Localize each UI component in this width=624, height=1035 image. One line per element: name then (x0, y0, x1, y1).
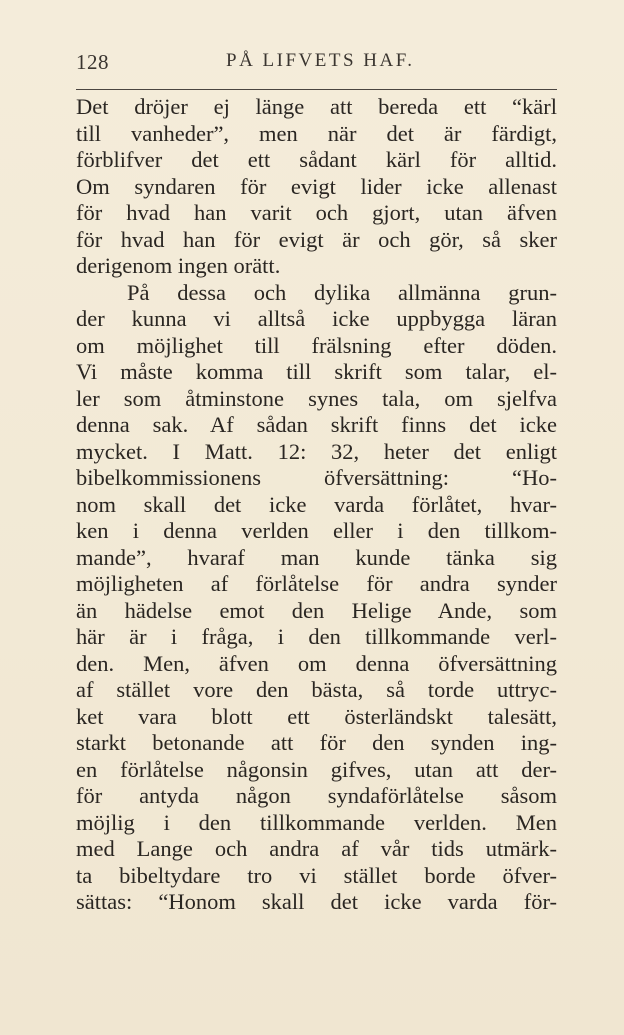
text-line: för hvad han för evigt är och gör, så sker (76, 226, 557, 252)
text-line: mycket. I Matt. 12: 32, heter det enligt (76, 438, 557, 464)
text-line: för hvad han varit och gjort, utan äfven (76, 200, 557, 225)
text-line: förblifver det ett sådant kärl för alltid. (76, 147, 557, 172)
text-line: den. Men, äfven om denna öfversättning (76, 650, 557, 676)
body-text (76, 94, 557, 916)
text-line: denna sak. Af sådan skrift finns det icke (76, 412, 557, 437)
text-line: en förlåtelse någonsin gifves, utan att der- (76, 756, 557, 782)
text-line: för antyda någon syndaförlåtelse såsom (76, 783, 557, 808)
text-line: bibelkommissionens öfversättning: “Ho- (76, 465, 557, 490)
text-line: sättas: “Honom skall det icke varda för- (76, 889, 557, 914)
running-title: PÅ LIFVETS HAF. (226, 50, 415, 71)
header-rule (76, 89, 557, 90)
text-line: af stället vore den bästa, så torde uttryc- (76, 677, 557, 702)
text-line: mande”, hvaraf man kunde tänka sig (76, 544, 557, 570)
text-line: Om syndaren för evigt lider icke allenast (76, 173, 557, 199)
text-line: om möjlighet till frälsning efter döden. (76, 332, 557, 358)
text-line: än hädelse emot den Helige Ande, som (76, 597, 557, 623)
text-line: ta bibeltydare tro vi stället borde öfver- (76, 862, 557, 888)
text-line: möjligheten af förlåtelse för andra synder (76, 571, 557, 596)
text-line: På dessa och dylika allmänna grun- (127, 279, 557, 305)
text-line: derigenom ingen orätt. (76, 253, 281, 278)
page-number: 128 (76, 50, 109, 74)
text-line: till vanheder”, men när det är färdigt, (76, 120, 557, 146)
text-line: Det dröjer ej länge att bereda ett “kärl (76, 94, 557, 119)
text-line: här är i fråga, i den tillkommande verl- (76, 624, 557, 649)
text-line: ler som åtminstone synes tala, om sjelfva (76, 385, 557, 411)
text-line: starkt betonande att för den synden ing- (76, 730, 557, 755)
text-line: ket vara blott ett österländskt talesätt, (76, 703, 557, 729)
page-header (76, 50, 556, 80)
text-line: der kunna vi alltså icke uppbygga läran (76, 306, 557, 331)
text-line: möjlig i den tillkommande verlden. Men (76, 809, 557, 835)
text-line: ken i denna verlden eller i den tillkom- (76, 518, 557, 543)
text-line: Vi måste komma till skrift som talar, el- (76, 359, 557, 384)
text-line: nom skall det icke varda förlåtet, hvar- (76, 491, 557, 517)
text-line: med Lange och andra af vår tids utmärk- (76, 836, 557, 861)
